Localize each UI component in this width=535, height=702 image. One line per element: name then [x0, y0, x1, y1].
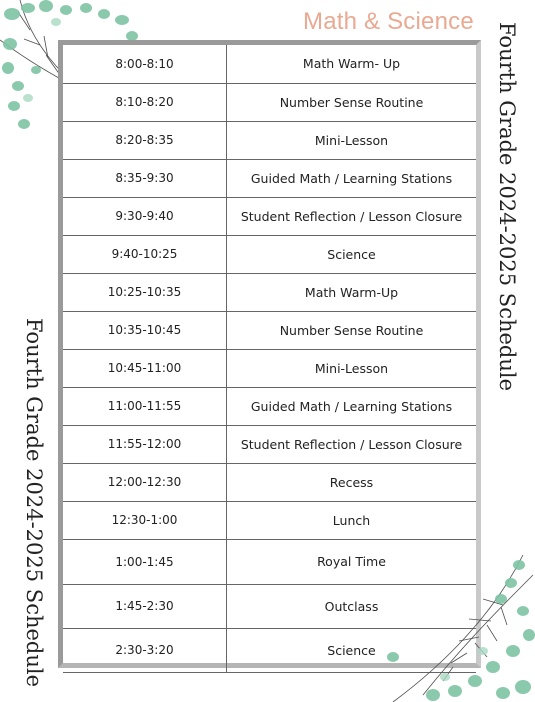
- schedule-row: [63, 501, 476, 539]
- time-cell: 9:40-10:25: [63, 235, 227, 273]
- side-title-left: Fourth Grade 2024-2025 Schedule: [22, 318, 46, 688]
- activity-cell: Mini-Lesson: [227, 121, 477, 159]
- schedule-row: [63, 159, 476, 197]
- activity-cell: Number Sense Routine: [227, 83, 477, 121]
- schedule-row: [63, 349, 476, 387]
- time-cell: 11:55-12:00: [63, 425, 227, 463]
- side-title-right: Fourth Grade 2024-2025 Schedule: [495, 22, 519, 392]
- time-cell: 8:35-9:30: [63, 159, 227, 197]
- activity-cell: Science: [227, 235, 477, 273]
- activity-cell: Royal Time: [227, 539, 477, 584]
- activity-cell: Mini-Lesson: [227, 349, 477, 387]
- activity-cell: Guided Math / Learning Stations: [227, 159, 477, 197]
- activity-cell: Lunch: [227, 501, 477, 539]
- time-cell: 11:00-11:55: [63, 387, 227, 425]
- activity-cell: Student Reflection / Lesson Closure: [227, 425, 477, 463]
- schedule-row: [63, 197, 476, 235]
- schedule-row: [63, 311, 476, 349]
- time-cell: 9:30-9:40: [63, 197, 227, 235]
- activity-cell: Recess: [227, 463, 477, 501]
- activity-cell: Guided Math / Learning Stations: [227, 387, 477, 425]
- schedule-row: [63, 45, 476, 83]
- time-cell: 8:20-8:35: [63, 121, 227, 159]
- activity-cell: Math Warm- Up: [227, 45, 477, 83]
- eucalyptus-leaves-bottom-right: [383, 555, 535, 702]
- activity-cell: Number Sense Routine: [227, 311, 477, 349]
- time-cell: 2:30-3:20: [63, 628, 227, 672]
- activity-cell: Math Warm-Up: [227, 273, 477, 311]
- time-cell: 8:00-8:10: [63, 45, 227, 83]
- time-cell: 12:00-12:30: [63, 463, 227, 501]
- page-title: Math & Science: [303, 8, 474, 35]
- time-cell: 8:10-8:20: [63, 83, 227, 121]
- time-cell: 12:30-1:00: [63, 501, 227, 539]
- time-cell: 10:35-10:45: [63, 311, 227, 349]
- time-cell: 10:45-11:00: [63, 349, 227, 387]
- schedule-row: [63, 121, 476, 159]
- schedule-row: [63, 463, 476, 501]
- time-cell: 1:00-1:45: [63, 539, 227, 584]
- activity-cell: Student Reflection / Lesson Closure: [227, 197, 477, 235]
- activity-cell: Science: [227, 628, 477, 672]
- activity-cell: Outclass: [227, 584, 477, 628]
- schedule-row: [63, 235, 476, 273]
- schedule-row: [63, 425, 476, 463]
- schedule-row: [63, 273, 476, 311]
- schedule-row: [63, 83, 476, 121]
- time-cell: 10:25-10:35: [63, 273, 227, 311]
- schedule-row: [63, 387, 476, 425]
- time-cell: 1:45-2:30: [63, 584, 227, 628]
